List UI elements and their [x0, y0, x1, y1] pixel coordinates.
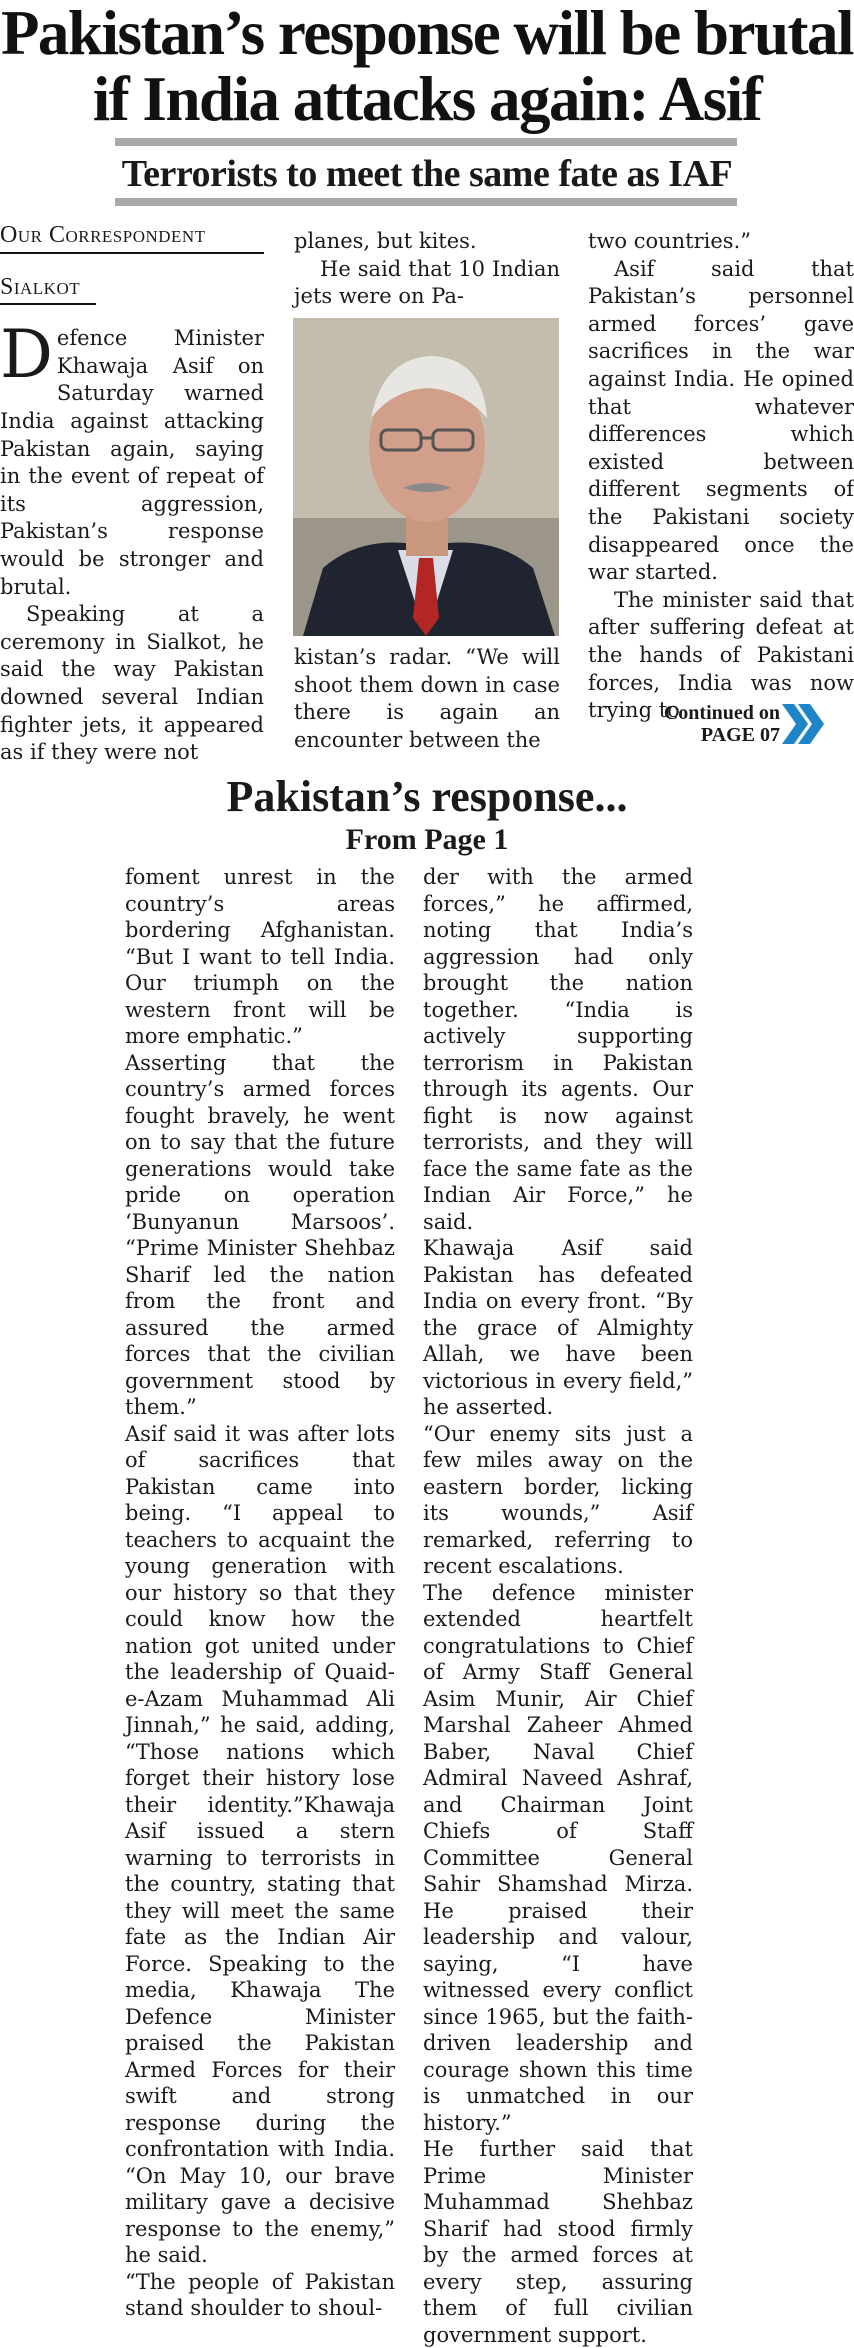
byline-rule	[0, 252, 264, 254]
subheadline: Terrorists to meet the same fate as IAF	[121, 153, 733, 195]
headline-line-2: if India attacks again: Asif	[92, 64, 762, 134]
portrait-illustration	[293, 318, 559, 636]
main-headline	[0, 0, 854, 132]
paragraph: Asserting that the country’s armed forces fought bravely, he went on to say that the future generations would take pride on operation ‘Bunyanun Marsoos’. “Prime Minister Shehbaz Sharif led the nation from the front and assured the armed forces that the civilian government stood by them.”	[125, 1050, 395, 1419]
headline-line-1: Pakistan’s response will be brutal	[0, 0, 854, 68]
double-chevron-right-icon[interactable]	[780, 700, 826, 748]
paragraph: Speaking at a ceremony in Sialkot, he said the way Pakistan downed several Indian fighter jets, it appeared as if they were not	[0, 602, 264, 765]
paragraph: foment unrest in the country’s areas bordering Afghanistan. “But I want to tell India. Our triumph on the western front will be more emphatic.”	[125, 865, 395, 1048]
paragraph: Asif said it was after lots of sacrifices that Pakistan came into being. “I appeal to teachers to acquaint the young generation with our history so that they could know how the nation got united under the leadership of Quaid-e-Azam Muhammad Ali Jinnah,” he said, adding, “Those nations which forget their history lose their identity.”Khawaja Asif issued a stern warning to terrorists in the country, stating that they will meet the same fate as the Indian Air Force. Speaking to the media, Khawaja The Defence Minister praised the Pakistan Armed Forces for their swift and strong response during the confrontation with India. “On May 10, our brave military gave a decisive response to the enemy,” he said.	[125, 1421, 395, 2267]
paragraph: The defence minister extended heartfelt congratulations to Chief of Army Staff General Asim Munir, Air Chief Marshal Zaheer Ahmed Baber, Naval Chief Admiral Naveed Ashraf, and Chairman Joint Chiefs of Staff Committee General Sahir Shamshad Mirza. He praised their leadership and valour, saying, “I have witnessed every conflict since 1965, but the faith-driven leadership and courage shown this time is unmatched in our history.”	[423, 1580, 693, 2135]
jump-column-right	[423, 864, 693, 2348]
paragraph: “The people of Pakistan stand shoulder to shoul-	[125, 2269, 395, 2320]
byline-author: Our Correspondent	[0, 222, 206, 248]
lead-paragraph	[0, 316, 264, 601]
paragraph: two countries.”	[588, 229, 751, 253]
jump-headline: Pakistan’s response...	[226, 772, 628, 821]
front-column-2-top	[294, 228, 560, 311]
continued-label: Continued on	[663, 702, 780, 724]
continued-on-box[interactable]	[620, 702, 780, 746]
continued-page: PAGE 07	[700, 724, 780, 746]
paragraph: der with the armed forces,” he affirmed, noting that India’s aggression had only brought the nation together. “India is actively supporting terrorism in Pakistan through its agents. Our fight is now against terrorists, and they will face the same fate as the Indian Air Force,” he said.	[423, 865, 693, 1234]
paragraph: He said that 10 Indian jets were on Pa-	[294, 256, 560, 309]
paragraph: Asif said that Pakistan’s personnel armed forces’ gave sacrifices in the war against India. He opined that whatever differences which existed between different segments of the Pakistani society disappeared once the war started.	[588, 256, 854, 585]
jump-column-left	[125, 864, 395, 2322]
jump-from-page: From Page 1	[345, 823, 509, 856]
dateline-rule	[0, 303, 96, 305]
paragraph: Khawaja Asif said Pakistan has defeated India on every front. “By the grace of Almighty Allah, we have been victorious in every field,” he asserted.	[423, 1236, 693, 1419]
drop-cap: D	[0, 316, 53, 394]
headline-rule-top	[115, 138, 737, 146]
front-column-2-bottom	[294, 644, 560, 754]
paragraph: He further said that Prime Minister Muhammad Shehbaz Sharif had stood firmly by the armed forces at every step, assuring them of full civilian government support.	[423, 2137, 693, 2347]
minister-photo	[293, 318, 559, 636]
headline-rule-bottom	[115, 198, 737, 206]
front-column-3	[588, 228, 854, 725]
paragraph: kistan’s radar. “We will shoot them down in case there is again an encounter between the	[294, 645, 560, 752]
paragraph: “Our enemy sits just a few miles away on the eastern border, licking its wounds,” Asif remarked, referring to recent escalations.	[423, 1421, 693, 1578]
lead-text: efence Minister Khawaja Asif on Saturday warned India against attacking Pakistan again, saying in the event of repeat of its aggression, Pakistan’s response would be stronger and brutal.	[0, 326, 264, 599]
front-column-1	[0, 222, 264, 767]
byline-dateline: Sialkot	[0, 273, 81, 300]
paragraph: planes, but kites.	[294, 229, 477, 253]
paragraph: The minister said that after suffering defeat at the hands of Pakistani forces, India was now trying to	[588, 587, 854, 723]
